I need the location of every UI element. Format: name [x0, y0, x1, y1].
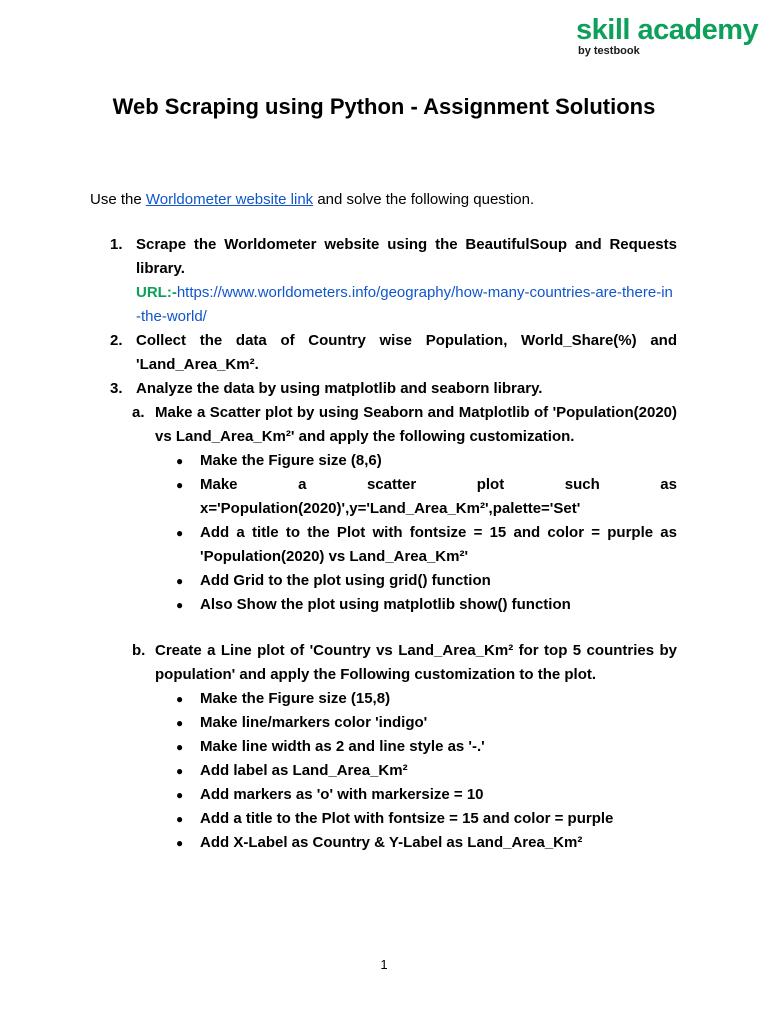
skill-academy-logo [576, 12, 761, 60]
bullet-item [176, 687, 677, 711]
sub-question-a [110, 401, 677, 617]
bullet-text: Make line/markers color 'indigo' [200, 714, 428, 731]
sub-text: Create a Line plot of 'Country vs Land_Area_Km² for top 5 countries by population' and apply the Following customization to the plot. [155, 642, 677, 683]
intro-paragraph [90, 190, 534, 210]
intro-after: and solve the following question. [317, 191, 535, 208]
spacer [110, 617, 677, 639]
bullet-icon: ● [176, 454, 184, 468]
bullet-icon: ● [176, 478, 184, 492]
bullet-icon: ● [176, 788, 184, 802]
bullet-icon: ● [176, 716, 184, 730]
worldometer-link[interactable]: Worldometer website link [145, 191, 314, 208]
bullet-text: Add markers as 'o' with markersize = 10 [200, 786, 484, 803]
page-number: 1 [380, 957, 388, 972]
bullet-item [176, 449, 677, 473]
question-3 [110, 377, 677, 401]
bullet-icon: ● [176, 574, 184, 588]
bullet-text: Also Show the plot using matplotlib show() function [200, 596, 571, 613]
bullet-text: Make the Figure size (15,8) [200, 690, 391, 707]
url-label: URL:- [136, 284, 177, 301]
question-number: 1. [110, 236, 123, 253]
bullet-item [176, 711, 677, 735]
bullet-text: Make a scatter plot such as x='Population(2020)',y='Land_Area_Km²',palette='Set' [200, 476, 677, 517]
bullet-list [155, 687, 677, 855]
question-number: 2. [110, 332, 123, 349]
question-text: Analyze the data by using matplotlib and seaborn library. [136, 380, 543, 397]
bullet-text: Add a title to the Plot with fontsize = 15 and color = purple as 'Population(2020) vs Land_Area_Km²' [200, 524, 677, 565]
bullet-text: Add a title to the Plot with fontsize = 15 and color = purple [200, 810, 614, 827]
question-number: 3. [110, 380, 123, 397]
sub-letter: a. [132, 404, 145, 421]
bullet-icon: ● [176, 764, 184, 778]
sub-text: Make a Scatter plot by using Seaborn and Matplotlib of 'Population(2020) vs Land_Area_Km²' and apply the following customization. [155, 404, 677, 445]
bullet-icon: ● [176, 740, 184, 754]
question-text: Scrape the Worldometer website using the BeautifulSoup and Requests library. [136, 236, 677, 277]
bullet-item [176, 807, 677, 831]
bullet-text: Add X-Label as Country & Y-Label as Land_Area_Km² [200, 834, 583, 851]
bullet-icon: ● [176, 598, 184, 612]
sub-question-b [110, 639, 677, 855]
bullet-item [176, 473, 677, 521]
bullet-text: Make line width as 2 and line style as '-.' [200, 738, 485, 755]
bullet-list [155, 449, 677, 617]
bullet-item [176, 759, 677, 783]
worldometer-url-link[interactable]: https://www.worldometers.info/geography/how-many-countries-are-there-in-the-world/ [136, 284, 673, 325]
logo-wordmark: skill academy [576, 14, 759, 46]
bullet-text: Add label as Land_Area_Km² [200, 762, 408, 779]
intro-before: Use the [90, 191, 142, 208]
bullet-text: Make the Figure size (8,6) [200, 452, 382, 469]
question-list [110, 233, 677, 855]
bullet-icon: ● [176, 812, 184, 826]
bullet-icon: ● [176, 692, 184, 706]
bullet-item [176, 735, 677, 759]
bullet-item [176, 593, 677, 617]
bullet-item [176, 569, 677, 593]
logo-byline: by testbook [578, 45, 640, 57]
bullet-item [176, 831, 677, 855]
bullet-icon: ● [176, 836, 184, 850]
question-1 [110, 233, 677, 329]
url-line [136, 281, 677, 329]
bullet-item [176, 783, 677, 807]
question-2 [110, 329, 677, 377]
sub-letter: b. [132, 642, 146, 659]
bullet-icon: ● [176, 526, 184, 540]
bullet-text: Add Grid to the plot using grid() function [200, 572, 491, 589]
bullet-item [176, 521, 677, 569]
page-title: Web Scraping using Python - Assignment Solutions [112, 94, 656, 119]
question-text: Collect the data of Country wise Population, World_Share(%) and 'Land_Area_Km². [136, 332, 677, 373]
